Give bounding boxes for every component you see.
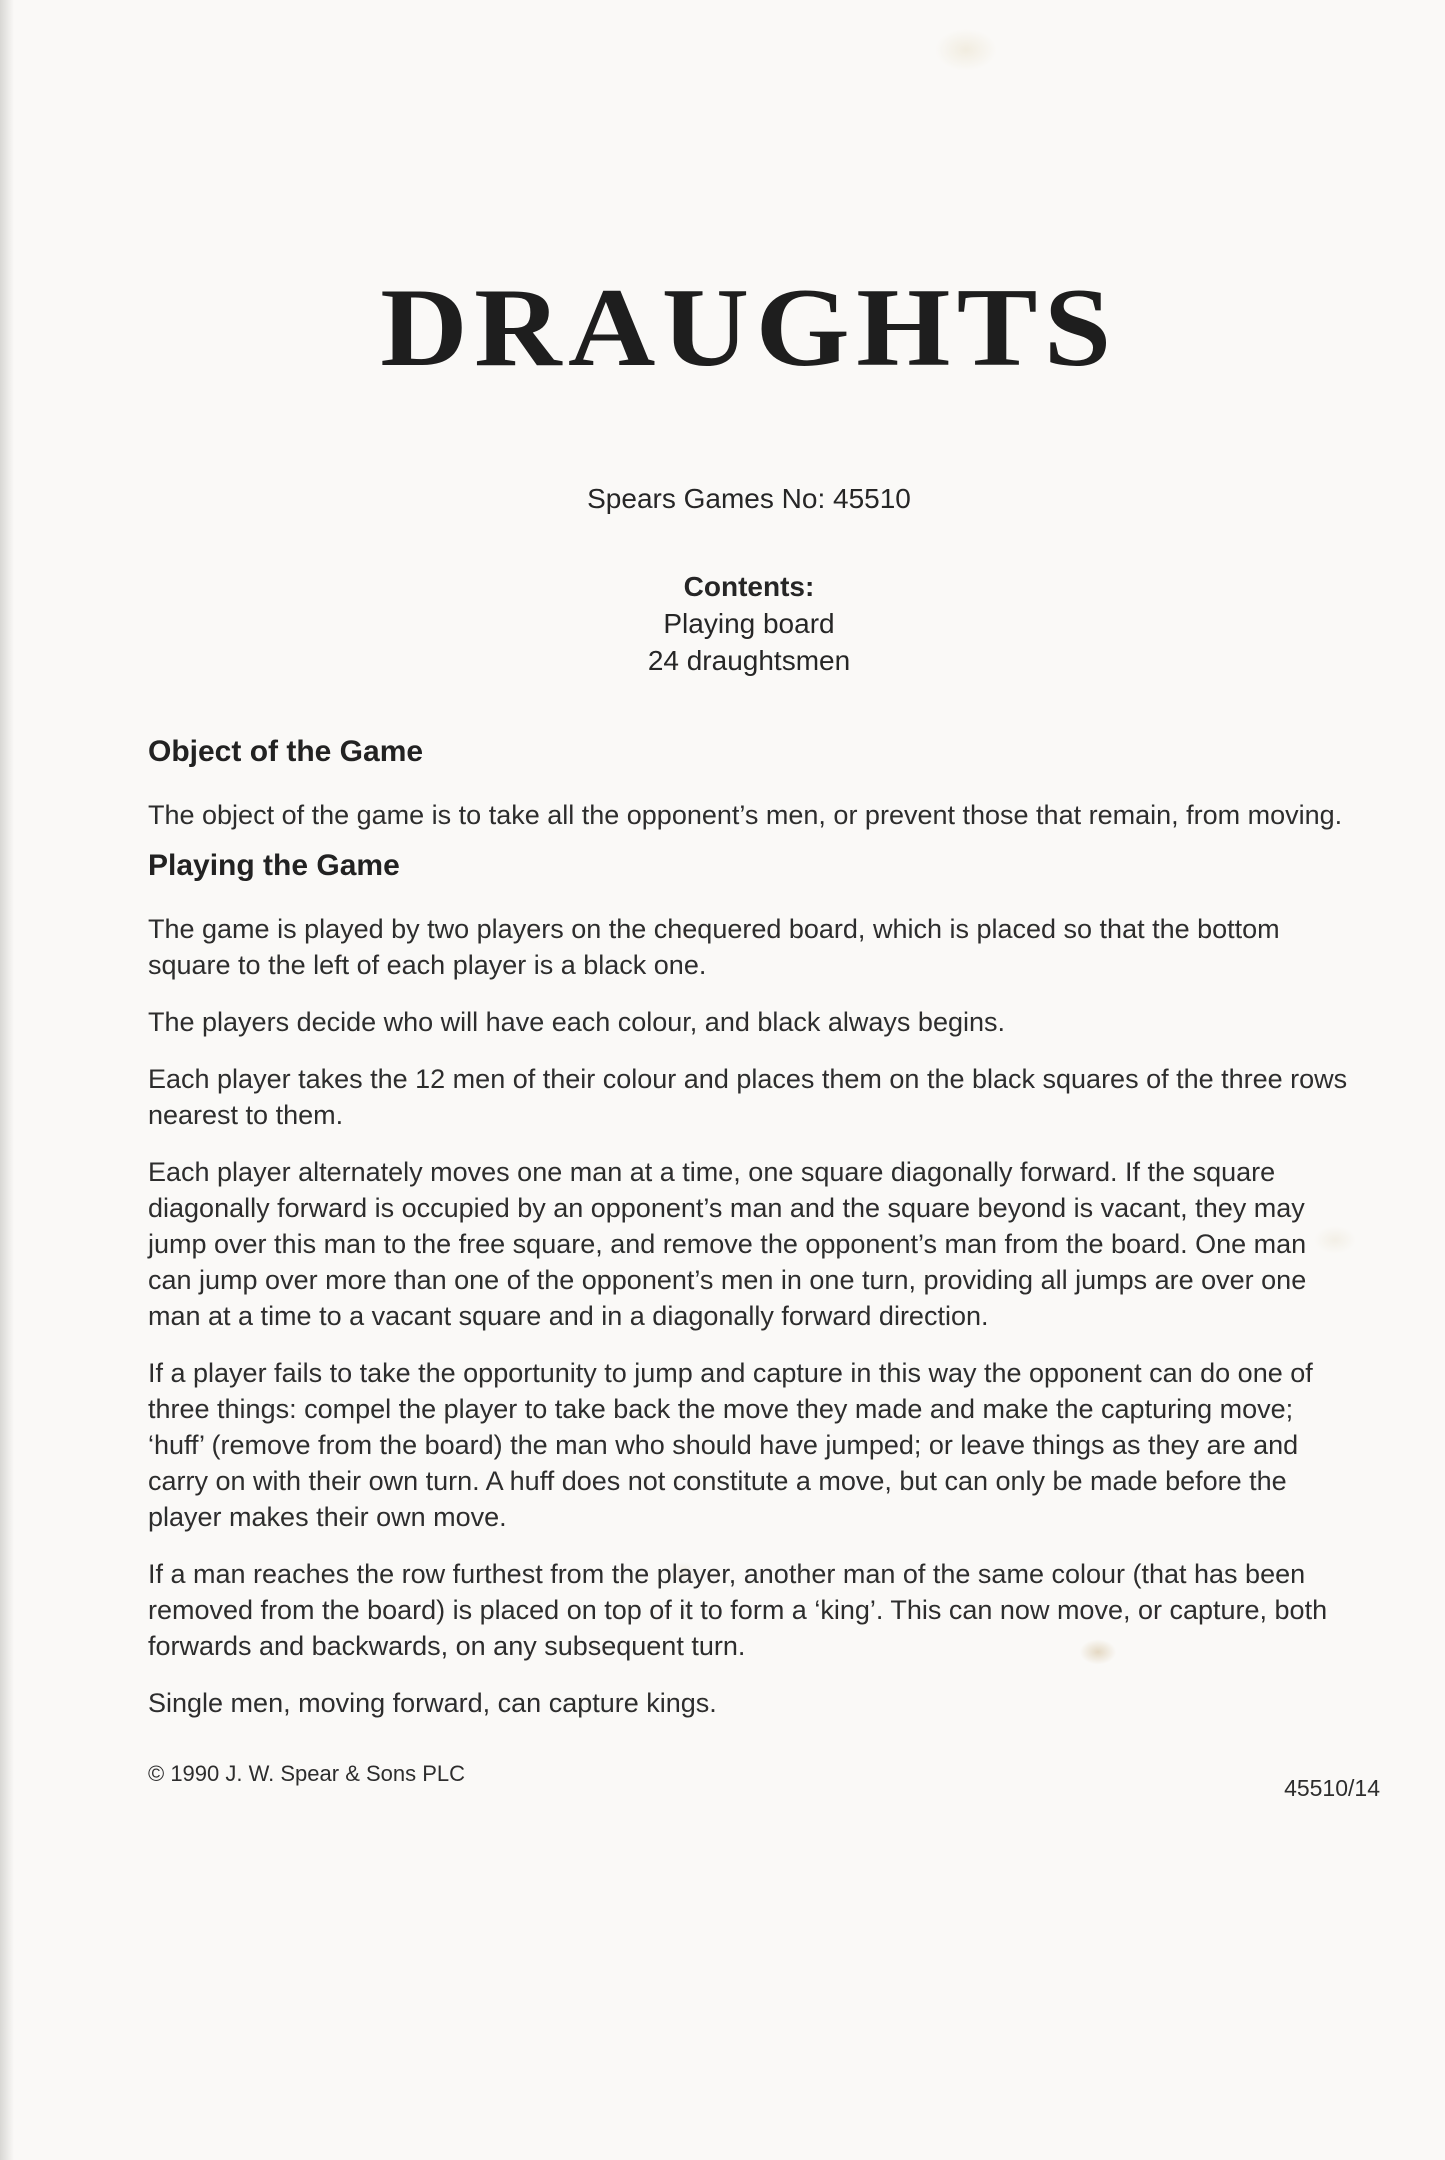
section-heading-playing-the-game: Playing the Game [148,848,400,882]
paragraph-colour-choice: The players decide who will have each colour, and black always begins. [148,1006,1005,1037]
contents-item-draughtsmen: 24 draughtsmen [647,644,851,676]
page-title: DRAUGHTS [380,266,1118,390]
section-heading-object-of-the-game: Object of the Game [148,734,424,768]
contents-heading: Contents: [683,570,815,602]
paragraph-single-men: Single men, moving forward, can capture kings. [148,1687,717,1718]
paragraph-object: The object of the game is to take all the opponent’s men, or prevent those that remain, from moving. [148,799,1343,830]
contents-item-board: Playing board [663,607,835,639]
paragraph-placing-men: Each player takes the 12 men of their colour and places them on the black squares of the three rows nearest to them. [148,1063,1348,1130]
paragraph-moves-and-jumps: Each player alternately moves one man at a time, one square diagonally forward. If the square diagonally forward is occupied by an opponent’s man and the square beyond is vacant, they may jump over this man to the free square, and remove the opponent’s man from the board. One man can jump over more than one of the opponent’s men in one turn, providing all jumps are over one man at a time to a vacant square and in a diagonally forward direction. [148,1156,1307,1331]
game-number: Spears Games No: 45510 [587,482,911,514]
contents-block [148,568,1350,679]
paragraph-kings: If a man reaches the row furthest from the player, another man of the same colour (that has been removed from the board) is placed on top of it to form a ‘king’. This can now move, or capture, both forwards and backwards, on any subsequent turn. [148,1558,1328,1661]
copyright-notice: © 1990 J. W. Spear & Sons PLC [148,1760,466,1786]
sheet-reference-code: 45510/14 [1284,1774,1380,1801]
paragraph-board-setup: The game is played by two players on the chequered board, which is placed so that the bottom square to the left of each player is a black one. [148,913,1280,980]
paragraph-huffing: If a player fails to take the opportunity to jump and capture in this way the opponent can do one of three things: compel the player to take back the move they made and make the capturing move; ‘huff’ (remove from the board) the man who should have jumped; or leave things as they are and carry on with their own turn. A huff does not constitute a move, but can only be made before the player makes their own move. [148,1357,1313,1532]
page-footer [148,1760,1380,1801]
